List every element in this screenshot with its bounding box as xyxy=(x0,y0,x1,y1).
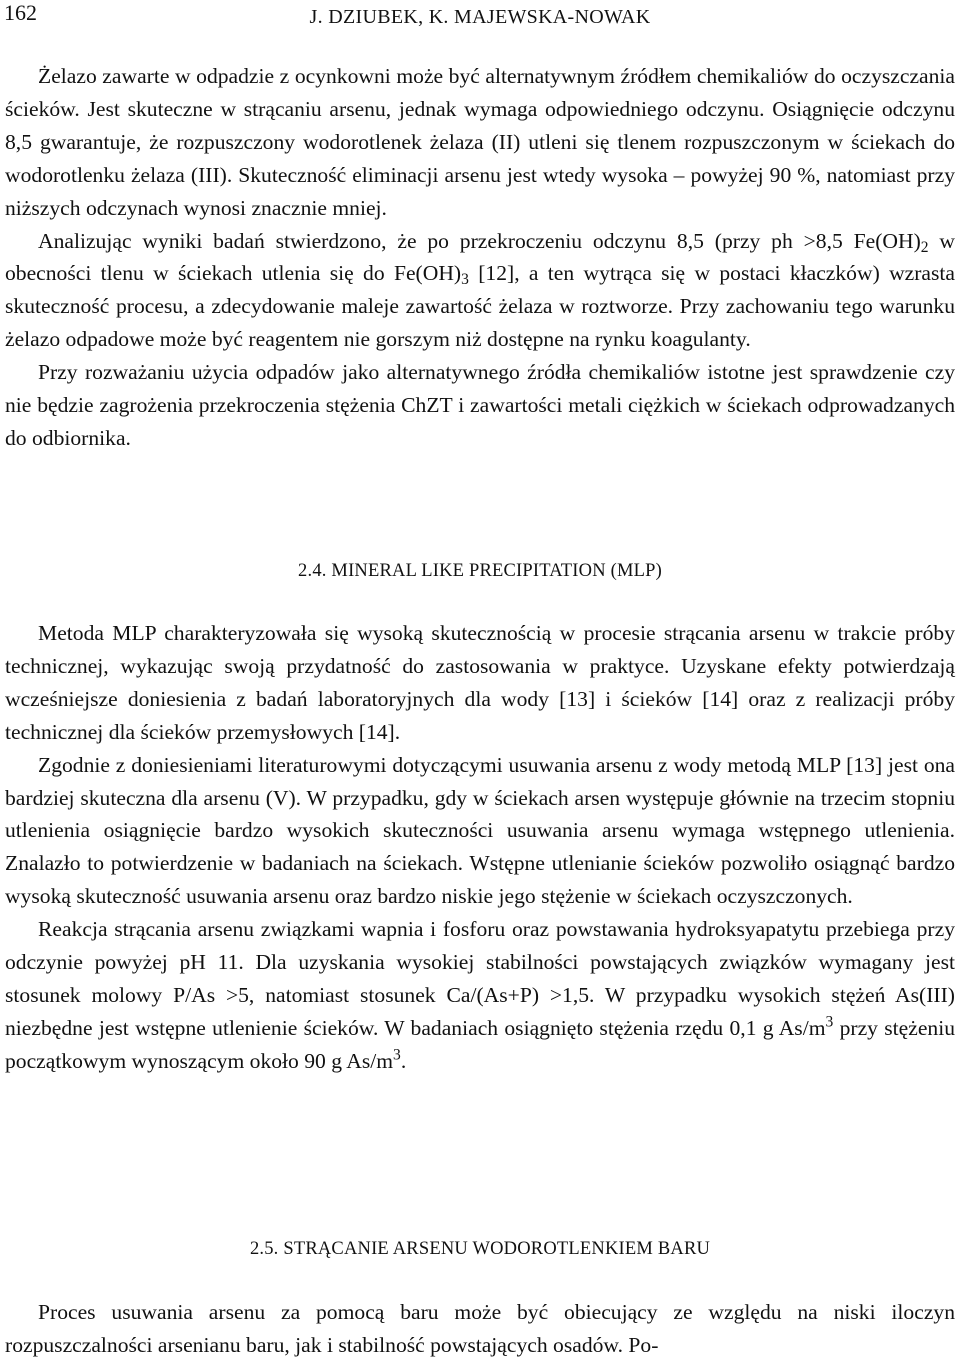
page-number: 162 xyxy=(4,0,37,25)
paragraph-text: Reakcja strącania arsenu związkami wapnia i fosforu oraz powstawania hydroksyapatytu przebiega przy odczynie powyżej pH 11. Dla uzyskania wysokiej stabilności powstających związków wymagany jest stosunek molowy P/As >5, natomiast stosunek Ca/(As+P) >1,5. W przypadku wysokich stężeń As(III) niezbędne jest wstępne utlenienie ścieków. W badaniach osiągnięto stężenia rzędu 0,1 g As/m xyxy=(5,917,955,1040)
section-heading: 2.4. MINERAL LIKE PRECIPITATION (MLP) xyxy=(298,561,662,581)
paragraph: Zgodnie z doniesieniami literaturowymi dotyczącymi usuwania arsenu z wody metodą MLP [13] jest ona bardziej skuteczna dla arsenu (V). W przypadku, gdy w ściekach arsen występuje głównie na trzecim stopniu utlenienia osiągnięcie bardzo wysokich skuteczności usuwania arsenu wymaga wstępnego utlenienia. Znalazło to potwierdzenie w badaniach na ściekach. Wstępne utlenianie ścieków pozwoliło osiągnąć bardzo wysoką skuteczność usuwania arsenu oraz bardzo niskie jego stężenie w ściekach oczyszczonych. xyxy=(5,752,955,909)
section-body xyxy=(5,1296,955,1362)
subscript: 3 xyxy=(461,271,469,289)
paragraph: Przy rozważaniu użycia odpadów jako alternatywnego źródła chemikaliów istotne jest sprawdzenie czy nie będzie zagrożenia przekroczenia stężenia ChZT i zawartości metali ciężkich w ściekach odprowadzanych do odbiornika. xyxy=(5,360,955,450)
subscript: 2 xyxy=(920,238,929,256)
paragraph-text: [12], a ten wytrąca się w postaci kłaczków) wzrasta skuteczność procesu, a zdecydowanie maleje zawartość żelaza w roztworze. Przy zachowaniu tego warunku żelazo odpadowe może być reagentem nie gorszym niż dostępne na rynku koagulanty. xyxy=(5,261,956,352)
paragraph xyxy=(5,913,955,1078)
running-head: J. DZIUBEK, K. MAJEWSKA-NOWAK xyxy=(309,6,651,28)
paragraph: Proces usuwania arsenu za pomocą baru może być obiecujący ze względu na niski iloczyn rozpuszczalności arsenianu baru, jak i stabilność powstających osadów. Po- xyxy=(5,1300,955,1357)
section-body xyxy=(5,617,955,1078)
superscript: 3 xyxy=(393,1046,401,1064)
superscript: 3 xyxy=(825,1013,834,1031)
paragraph-text: Analizując wyniki badań stwierdzono, że po przekroczeniu odczynu 8,5 (przy ph >8,5 Fe(OH) xyxy=(38,228,921,253)
section-body xyxy=(5,60,955,455)
section-heading: 2.5. STRĄCANIE ARSENU WODOROTLENKIEM BARU xyxy=(249,1239,711,1259)
paragraph-text: w obecności tlenu w ściekach utlenia się do Fe(OH) xyxy=(5,228,955,286)
paragraph xyxy=(5,225,955,357)
paragraph-text: . xyxy=(400,1048,407,1073)
paragraph: Żelazo zawarte w odpadzie z ocynkowni może być alternatywnym źródłem chemikaliów do oczyszczania ścieków. Jest skuteczne w strącaniu arsenu, jednak wymaga odpowiedniego odczynu. Osiągnięcie odczynu 8,5 gwarantuje, że rozpuszczony wodorotlenek żelaza (II) utleni się tlenem rozpuszczonym w ściekach do wodorotlenku żelaza (III). Skuteczność eliminacji arsenu jest wtedy wysoka – powyżej 90 %, natomiast przy niższych odczynach wynosi znacznie mniej. xyxy=(5,64,955,220)
paragraph: Metoda MLP charakteryzowała się wysoką skutecznością w procesie strącania arsenu w trakcie próby technicznej, wykazując swoją przydatność do zastosowania w praktyce. Uzyskane efekty potwierdzają wcześniejsze doniesienia z badań laboratoryjnych dla wody [13] i ścieków [14] oraz z realizacji próby technicznej dla ścieków przemysłowych [14]. xyxy=(5,621,955,744)
paragraph-text: przy stężeniu początkowym wynoszącym około 90 g As/m xyxy=(5,1015,955,1073)
